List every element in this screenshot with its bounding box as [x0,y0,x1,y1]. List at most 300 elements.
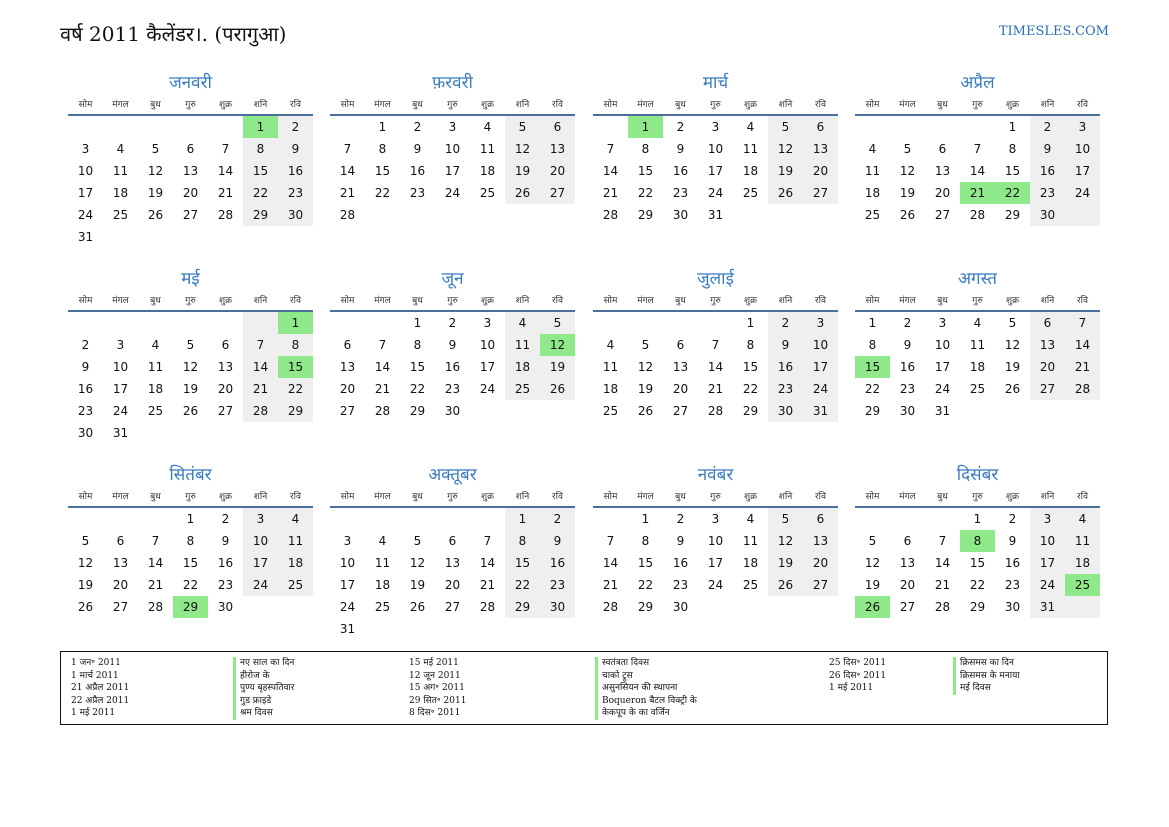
week-row [330,116,575,138]
empty-cell [1065,400,1100,422]
day-cell: 9 [221,534,230,548]
day-cell: 10 [77,164,94,178]
empty-cell [243,312,278,334]
day-cell: 23 [777,382,794,396]
month-calendar [330,268,575,422]
week-row [855,508,1100,530]
weekday-label: मंगल [637,492,654,502]
day-cell: 31 [812,404,829,418]
day-cell: 22 [742,382,759,396]
day-cell: 29 [409,404,426,418]
day-cell: 21 [479,578,496,592]
day-cell: 5 [868,534,877,548]
day-cell: 20 [899,578,916,592]
week-row [330,574,575,596]
day-cell: 13 [182,164,199,178]
day-cell: 1 [868,316,877,330]
day-grid [855,312,1100,422]
day-cell: 10 [252,534,269,548]
empty-cell [278,422,313,444]
day-cell: 26 [77,600,94,614]
day-cell: 27 [444,600,461,614]
weekday-label: गुरु [447,492,458,502]
holiday-date: 26 दिस॰ 2011 [829,670,887,681]
weekday-label: शनि [253,492,268,502]
day-cell: 31 [934,404,951,418]
month-name: अगस्त [958,269,997,289]
day-cell: 2 [413,120,422,134]
day-cell: 28 [1074,382,1091,396]
day-cell: 3 [81,142,90,156]
day-cell: 24 [77,208,94,222]
empty-cell [435,618,470,640]
weekday-header [68,98,313,116]
month-calendar [68,72,313,248]
empty-cell [1065,596,1100,618]
empty-cell [890,508,925,530]
day-cell: 12 [899,164,916,178]
weekday-label: शनि [778,492,793,502]
empty-cell [173,116,208,138]
day-cell: 6 [676,338,685,352]
week-row [330,204,575,226]
holiday-date: 25 दिस॰ 2011 [829,658,887,668]
day-cell: 18 [602,382,619,396]
weekday-label: सोम [340,100,355,110]
holiday-day-cell: 26 [855,596,890,618]
day-cell: 16 [1039,164,1056,178]
day-cell: 2 [676,120,685,134]
empty-cell [365,618,400,640]
day-cell: 25 [742,578,759,592]
week-row [593,138,838,160]
day-cell: 9 [676,534,685,548]
weekday-label: मंगल [899,100,916,110]
weekday-label: बुध [937,296,948,306]
week-row [855,204,1100,226]
holiday-dates-col-2 [409,657,466,720]
weekday-label: रवि [551,492,564,502]
day-cell: 18 [1074,556,1091,570]
weekday-label: शनि [515,296,530,306]
weekday-label: रवि [1076,100,1089,110]
day-cell: 23 [1004,578,1021,592]
day-cell: 7 [483,534,492,548]
empty-cell [68,508,103,530]
month-name: मई [181,269,200,289]
day-cell: 4 [151,338,160,352]
weekday-label: शनि [253,296,268,306]
day-cell: 19 [409,578,426,592]
day-grid [68,312,313,444]
day-cell: 9 [413,142,422,156]
day-grid [330,312,575,422]
empty-cell [330,116,365,138]
day-cell: 22 [182,578,199,592]
day-cell: 16 [217,556,234,570]
weekday-header [855,294,1100,312]
day-cell: 18 [742,556,759,570]
empty-cell [400,618,435,640]
day-cell: 23 [549,578,566,592]
weekday-label: मंगल [899,296,916,306]
week-row [855,400,1100,422]
day-cell: 15 [182,556,199,570]
day-cell: 24 [812,382,829,396]
weekday-label: शुक्र [480,296,495,306]
weekday-label: सोम [865,296,880,306]
weekday-label: शुक्र [218,296,233,306]
week-row [855,116,1100,138]
day-cell: 22 [969,578,986,592]
day-cell: 15 [252,164,269,178]
weekday-label: बुध [150,100,161,110]
site-link[interactable]: TIMESLES.COM [998,24,1109,39]
day-cell: 11 [1074,534,1091,548]
day-cell: 7 [343,142,352,156]
day-cell: 30 [549,600,566,614]
day-cell: 17 [479,360,496,374]
weekday-header [855,490,1100,508]
day-cell: 21 [602,186,619,200]
day-cell: 12 [777,534,794,548]
day-cell: 27 [339,404,356,418]
day-cell: 24 [112,404,129,418]
month-name: जुलाई [697,269,734,289]
day-cell: 2 [291,120,300,134]
day-cell: 3 [343,534,352,548]
empty-cell [925,116,960,138]
day-cell: 13 [1039,338,1056,352]
weekday-label: बुध [412,296,423,306]
day-cell: 19 [777,556,794,570]
week-row [593,204,838,226]
day-cell: 6 [903,534,912,548]
day-cell: 29 [637,208,654,222]
day-cell: 28 [147,600,164,614]
holiday-list [60,651,1108,725]
day-cell: 11 [742,142,759,156]
month-name: अप्रैल [960,73,995,93]
weekday-label: रवि [551,296,564,306]
empty-cell [208,116,243,138]
holiday-name: पुण्य बृहस्पतिवार [240,683,295,693]
day-cell: 22 [637,578,654,592]
weekday-label: रवि [1076,492,1089,502]
day-cell: 25 [112,208,129,222]
day-cell: 8 [868,338,877,352]
day-cell: 8 [641,534,650,548]
holiday-day-cell: 22 [995,182,1030,204]
day-cell: 4 [746,512,755,526]
day-cell: 26 [777,578,794,592]
day-cell: 1 [746,316,755,330]
weekday-label: गुरु [185,296,196,306]
day-cell: 9 [903,338,912,352]
empty-cell [278,596,313,618]
day-cell: 27 [934,208,951,222]
day-cell: 21 [707,382,724,396]
weekday-label: सोम [865,100,880,110]
day-cell: 7 [938,534,947,548]
day-cell: 1 [378,120,387,134]
day-cell: 1 [186,512,195,526]
day-cell: 23 [1039,186,1056,200]
day-cell: 19 [637,382,654,396]
day-cell: 29 [969,600,986,614]
weekday-label: बुध [937,100,948,110]
day-cell: 27 [112,600,129,614]
day-cell: 21 [339,186,356,200]
day-cell: 12 [147,164,164,178]
day-cell: 1 [518,512,527,526]
day-cell: 22 [409,382,426,396]
day-cell: 13 [672,360,689,374]
day-cell: 18 [147,382,164,396]
day-cell: 9 [676,142,685,156]
day-cell: 19 [147,186,164,200]
day-cell: 27 [549,186,566,200]
day-cell: 26 [182,404,199,418]
day-cell: 7 [221,142,230,156]
day-grid [593,508,838,618]
weekday-label: गुरु [185,100,196,110]
day-cell: 11 [602,360,619,374]
weekday-label: मंगल [899,492,916,502]
day-cell: 24 [1074,186,1091,200]
empty-cell [103,226,138,248]
empty-cell [138,116,173,138]
day-cell: 17 [77,186,94,200]
day-cell: 10 [1074,142,1091,156]
day-cell: 11 [374,556,391,570]
holiday-dates-col-1 [71,657,129,720]
week-row [593,312,838,334]
day-cell: 11 [969,338,986,352]
day-cell: 30 [444,404,461,418]
day-cell: 6 [343,338,352,352]
empty-cell [208,312,243,334]
day-cell: 25 [602,404,619,418]
week-row [330,530,575,552]
day-cell: 14 [339,164,356,178]
weekday-label: शुक्र [743,100,758,110]
day-cell: 17 [934,360,951,374]
day-cell: 23 [409,186,426,200]
day-cell: 20 [549,164,566,178]
week-row [855,356,1100,378]
day-cell: 3 [711,120,720,134]
day-cell: 20 [217,382,234,396]
day-cell: 15 [1004,164,1021,178]
holiday-name: गुड फ्राइडे [240,695,272,706]
weekday-label: रवि [814,492,827,502]
day-cell: 3 [711,512,720,526]
day-cell: 18 [374,578,391,592]
day-cell: 4 [378,534,387,548]
day-cell: 30 [77,426,94,440]
week-row [330,182,575,204]
day-cell: 6 [186,142,195,156]
empty-cell [803,204,838,226]
day-cell: 6 [116,534,125,548]
day-cell: 12 [864,556,881,570]
day-cell: 4 [746,120,755,134]
day-cell: 21 [602,578,619,592]
day-cell: 20 [934,186,951,200]
day-cell: 20 [444,578,461,592]
holiday-date: 1 जन॰ 2011 [71,658,121,668]
week-row [330,334,575,356]
day-cell: 12 [77,556,94,570]
holiday-date: 1 मई 2011 [71,708,116,718]
holiday-day-cell: 1 [628,116,663,138]
day-cell: 25 [147,404,164,418]
week-row [593,378,838,400]
day-cell: 26 [637,404,654,418]
day-cell: 2 [81,338,90,352]
week-row [855,574,1100,596]
holiday-date: 15 मई 2011 [409,658,459,668]
day-cell: 7 [973,142,982,156]
week-row [593,400,838,422]
day-cell: 28 [339,208,356,222]
weekday-label: बुध [150,492,161,502]
weekday-label: गुरु [710,492,721,502]
day-grid [68,116,313,248]
day-cell: 31 [339,622,356,636]
day-cell: 8 [186,534,195,548]
day-cell: 23 [287,186,304,200]
day-cell: 13 [444,556,461,570]
empty-cell [768,204,803,226]
empty-cell [365,312,400,334]
day-cell: 29 [287,404,304,418]
weekday-label: गुरु [972,492,983,502]
week-row [68,334,313,356]
month-calendar [593,72,838,226]
month-calendar [68,464,313,618]
day-cell: 1 [1008,120,1017,134]
weekday-label: बुध [412,492,423,502]
day-cell: 20 [112,578,129,592]
empty-cell [855,508,890,530]
day-cell: 28 [934,600,951,614]
empty-cell [103,312,138,334]
day-cell: 1 [413,316,422,330]
week-row [593,508,838,530]
empty-cell [540,204,575,226]
day-cell: 5 [518,120,527,134]
empty-cell [505,400,540,422]
day-cell: 16 [672,556,689,570]
weekday-label: बुध [675,100,686,110]
month-name: अक्तूबर [428,465,477,485]
day-cell: 1 [641,512,650,526]
day-cell: 29 [514,600,531,614]
holiday-date: 21 अप्रैल 2011 [71,683,130,693]
empty-cell [593,508,628,530]
day-cell: 23 [77,404,94,418]
empty-cell [173,226,208,248]
day-cell: 25 [742,186,759,200]
empty-cell [208,422,243,444]
day-cell: 28 [969,208,986,222]
day-cell: 5 [1008,316,1017,330]
week-row [330,552,575,574]
week-row [330,160,575,182]
week-row [593,574,838,596]
day-cell: 28 [217,208,234,222]
holiday-name: नए साल का दिन [240,658,295,668]
week-row [855,160,1100,182]
day-cell: 7 [606,534,615,548]
holiday-name: श्रम दिवस [240,708,273,718]
weekday-label: मंगल [637,100,654,110]
day-cell: 25 [514,382,531,396]
empty-cell [960,400,995,422]
day-cell: 17 [1039,556,1056,570]
empty-cell [173,312,208,334]
day-cell: 16 [1004,556,1021,570]
weekday-label: गुरु [185,492,196,502]
holiday-day-cell: 15 [278,356,313,378]
weekday-label: शुक्र [218,100,233,110]
day-cell: 11 [514,338,531,352]
weekday-label: सोम [78,100,93,110]
week-row [68,182,313,204]
day-cell: 2 [448,316,457,330]
day-cell: 14 [374,360,391,374]
day-cell: 3 [938,316,947,330]
day-cell: 7 [256,338,265,352]
empty-cell [330,508,365,530]
day-cell: 31 [77,230,94,244]
weekday-label: मंगल [112,100,129,110]
holiday-name: मई दिवस [960,683,991,693]
empty-cell [1030,400,1065,422]
day-cell: 14 [969,164,986,178]
day-cell: 24 [934,382,951,396]
day-cell: 27 [182,208,199,222]
holiday-day-cell: 29 [173,596,208,618]
day-cell: 18 [287,556,304,570]
day-cell: 26 [1004,382,1021,396]
day-cell: 15 [409,360,426,374]
day-cell: 27 [1039,382,1056,396]
day-cell: 21 [147,578,164,592]
day-cell: 15 [742,360,759,374]
day-cell: 16 [444,360,461,374]
holiday-date: 29 सित॰ 2011 [409,695,467,706]
day-cell: 16 [672,164,689,178]
day-cell: 29 [1004,208,1021,222]
day-cell: 14 [602,164,619,178]
empty-cell [540,400,575,422]
empty-cell [505,204,540,226]
day-cell: 6 [553,120,562,134]
day-cell: 10 [112,360,129,374]
day-cell: 18 [969,360,986,374]
day-cell: 14 [1074,338,1091,352]
empty-cell [733,596,768,618]
day-cell: 4 [483,120,492,134]
day-cell: 23 [672,578,689,592]
month-calendar [68,268,313,444]
day-cell: 27 [672,404,689,418]
day-cell: 28 [602,600,619,614]
day-cell: 17 [339,578,356,592]
